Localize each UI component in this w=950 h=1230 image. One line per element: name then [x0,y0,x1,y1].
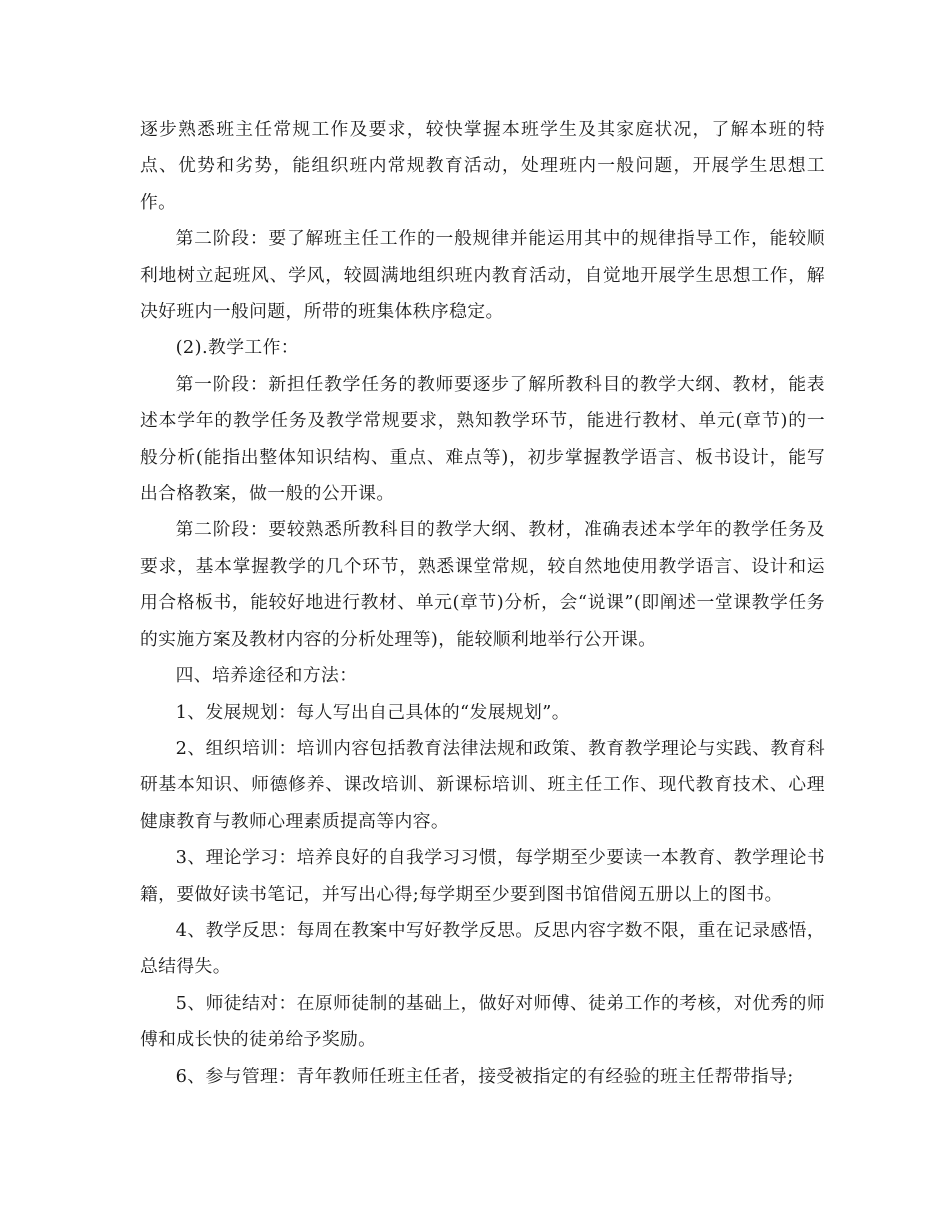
list-item-teaching-reflection: 4、教学反思：每周在教案中写好教学反思。反思内容字数不限，重在记录感悟，总结得失。 [140,919,825,978]
paragraph-teaching-stage-two: 第二阶段：要较熟悉所教科目的教学大纲、教材，准确表述本学年的教学任务及要求，基本掌握教学的几个环节，熟悉课堂常规，较自然地使用教学语言、设计和运用合格板书，能较好地进行教材、单元(章节)分析，会“说课”(即阐述一堂课教学任务的实施方案及教材内容的分析处理等)，能较顺利地举行公开课。 [140,519,825,650]
list-item-theory-study: 3、理论学习：培养良好的自我学习习惯，每学期至少要读一本教育、教学理论书籍，要做好读书笔记，并写出心得;每学期至少要到图书馆借阅五册以上的图书。 [140,847,825,905]
list-item-training: 2、组织培训：培训内容包括教育法律法规和政策、教育教学理论与实践、教育科研基本知识、师德修养、课改培训、新课标培训、班主任工作、现代教育技术、心理健康教育与教师心理素质提高等内容。 [140,737,825,832]
paragraph-class-teacher-stage-one-continued: 逐步熟悉班主任常规工作及要求，较快掌握本班学生及其家庭状况，了解本班的特点、优势和劣势，能组织班内常规教育活动，处理班内一般问题，开展学生思想工作。 [140,119,825,213]
paragraph-teaching-stage-one: 第一阶段：新担任教学任务的教师要逐步了解所教科目的教学大纲、教材，能表述本学年的教学任务及教学常规要求，熟知教学环节，能进行教材、单元(章节)的一般分析(能指出整体知识结构、重点、难点等)，初步掌握教学语言、板书设计，能写出合格教案，做一般的公开课。 [140,373,825,505]
paragraph-class-teacher-stage-two: 第二阶段：要了解班主任工作的一般规律并能运用其中的规律指导工作，能较顺利地树立起班风、学风，较圆满地组织班内教育活动，自觉地开展学生思想工作，解决好班内一般问题，所带的班集体秩序稳定。 [140,228,825,323]
list-item-mentorship: 5、师徒结对：在原师徒制的基础上，做好对师傅、徒弟工作的考核，对优秀的师傅和成长快的徒弟给予奖励。 [140,992,825,1051]
list-item-development-plan: 1、发展规划：每人写出自己具体的“发展规划”。 [175,701,570,723]
section-heading-methods: 四、培养途径和方法： [175,665,358,687]
section-heading-teaching-work: (2).教学工作： [175,337,299,359]
document-body [140,112,825,1095]
list-item-management-participation: 6、参与管理：青年教师任班主任者，接受被指定的有经验的班主任帮带指导; [175,1065,794,1087]
